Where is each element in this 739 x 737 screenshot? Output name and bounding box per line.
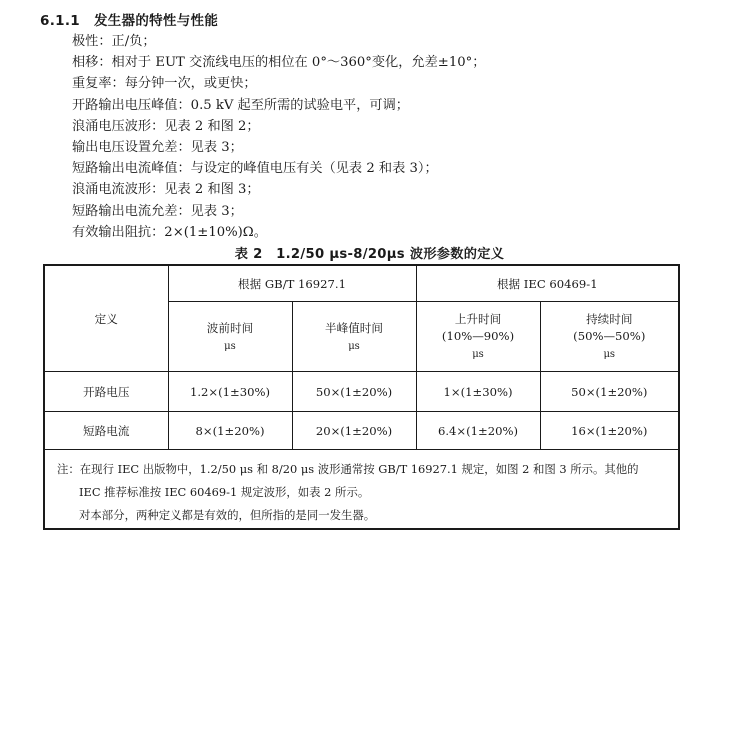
section-title: 发生器的特性与性能 — [93, 13, 219, 29]
unit-label: μs — [472, 349, 484, 360]
header-front-time: 波前时间 μs — [168, 302, 292, 372]
spec-item-current-tolerance: 短路输出电流允差：见表 3； — [72, 203, 243, 219]
cell-front-time: 8×(1±20%) — [168, 412, 292, 450]
spec-item-current-waveform: 浪涌电流波形：见表 2 和图 3； — [72, 182, 260, 198]
cell-half-peak-time: 20×(1±20%) — [292, 412, 416, 450]
header-half-peak-time: 半峰值时间 μs — [292, 302, 416, 372]
table-caption: 表 2 1.2/50 μs-8/20μs 波形参数的定义 — [234, 247, 505, 262]
cell-front-time: 1.2×(1±30%) — [168, 372, 292, 412]
waveform-definition-table — [43, 264, 680, 530]
cell-duration: 16×(1±20%) — [540, 412, 679, 450]
spec-item-polarity: 极性：正/负； — [72, 34, 156, 49]
table-row — [44, 412, 679, 450]
header-group-iec: 根据 IEC 60469-1 — [416, 265, 679, 302]
unit-label: μs — [348, 340, 360, 352]
cell-duration: 50×(1±20%) — [540, 372, 679, 412]
header-rise-time: 上升时间 (10%—90%) μs — [416, 302, 540, 372]
table-note-row — [44, 450, 679, 530]
spec-item-open-circuit-voltage: 开路输出电压峰值：0.5 kV 起至所需的试验电平，可调； — [72, 97, 409, 113]
spec-item-repetition-rate: 重复率：每分钟一次，或更快； — [72, 76, 257, 92]
header-group-gbt: 根据 GB/T 16927.1 — [168, 265, 416, 302]
spec-item-phase-shift: 相移：相对于 EUT 交流线电压的相位在 0°～360°变化，允差±10°； — [72, 55, 486, 71]
cell-rise-time: 1×(1±30%) — [416, 372, 540, 412]
cell-rise-time: 6.4×(1±20%) — [416, 412, 540, 450]
table-header-row — [44, 265, 679, 302]
unit-label: μs — [224, 340, 236, 352]
spec-item-voltage-waveform: 浪涌电压波形：见表 2 和图 2； — [72, 118, 260, 134]
row-label: 开路电压 — [44, 372, 168, 412]
note-line-2: IEC 推荐标准按 IEC 60469-1 规定波形，如表 2 所示。 — [79, 485, 370, 499]
section-number: 6.1.1 — [40, 13, 80, 29]
spec-item-output-impedance: 有效输出阻抗：2×(1±10%)Ω。 — [72, 224, 267, 240]
spec-item-voltage-tolerance: 输出电压设置允差：见表 3； — [72, 139, 243, 155]
header-duration: 持续时间 (50%—50%) μs — [540, 302, 679, 372]
header-definition: 定义 — [44, 265, 168, 372]
cell-half-peak-time: 50×(1±20%) — [292, 372, 416, 412]
section-heading — [40, 9, 218, 29]
unit-label: μs — [603, 349, 616, 360]
row-label: 短路电流 — [44, 412, 168, 450]
table-row — [44, 372, 679, 412]
spec-list — [72, 31, 485, 243]
note-line-3: 对本部分，两种定义都是有效的，但所指的是同一发生器。 — [79, 508, 376, 522]
table-note — [44, 450, 679, 530]
spec-item-short-circuit-current: 短路输出电流峰值：与设定的峰值电压有关（见表 2 和表 3）； — [72, 161, 438, 177]
note-line-1: 注：在现行 IEC 出版物中，1.2/50 μs 和 8/20 μs 波形通常按 GB/T 16927.1 规定，如图 2 和图 3 所示。其他的 — [57, 462, 639, 476]
